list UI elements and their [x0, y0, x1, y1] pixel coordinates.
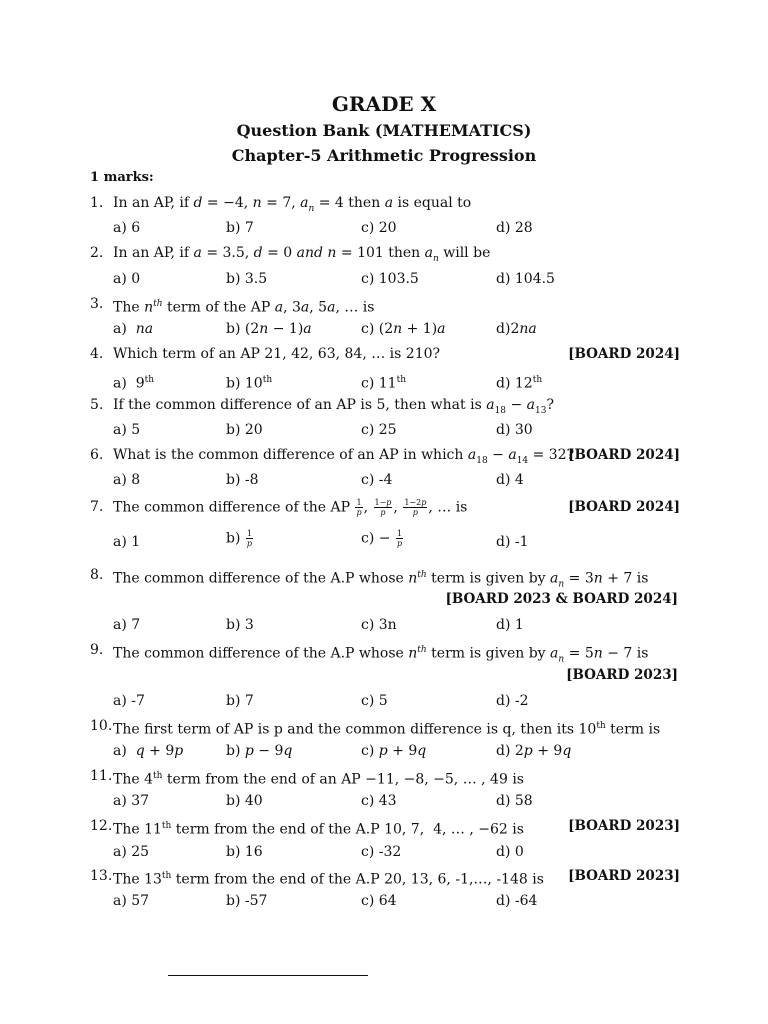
option-c: c) 64 — [361, 893, 397, 909]
section-heading: 1 marks: — [90, 170, 154, 185]
option-b: b) 40 — [226, 793, 263, 809]
chapter-title: Chapter-5 Arithmetic Progression — [231, 146, 537, 165]
question-number: 13. — [90, 868, 113, 884]
option-c: c) 25 — [361, 422, 397, 438]
fraction: $\frac{1-p}{p}$ — [374, 498, 392, 517]
option-a: a) 37 — [113, 793, 150, 809]
option-a: a) 8 — [113, 472, 141, 488]
option-c: c) 103.5 — [361, 271, 419, 287]
board-tag: [BOARD 2023] — [568, 868, 680, 884]
footnote-divider — [168, 975, 368, 976]
option-a: a) 1 — [113, 534, 141, 550]
question-text: If the common difference of an AP is 5, then what is $a_{18} - a_{13}$? — [113, 397, 554, 416]
option-b: b) 7 — [226, 220, 254, 236]
question-text: The 11th term from the end of the A.P 10, 7, 4, … , −62 is — [113, 821, 524, 838]
option-b: b) 3.5 — [226, 271, 268, 287]
board-tag: [BOARD 2024] — [568, 447, 680, 463]
question-number: 1. — [90, 195, 104, 211]
board-tag: [BOARD 2023] — [568, 818, 680, 834]
option-a: a) 7 — [113, 617, 141, 633]
option-a: a) na — [113, 321, 154, 337]
fraction: $\frac{1}{p}$ — [246, 529, 253, 548]
question-number: 12. — [90, 818, 113, 834]
question-text: Which term of an AP 21, 42, 63, 84, … is 210? — [113, 346, 441, 362]
option-c: c) − $\frac{1}{p}$ — [361, 529, 403, 548]
board-tag: [BOARD 2024] — [568, 346, 680, 362]
option-d: d) 104.5 — [496, 271, 555, 287]
option-a: a) -7 — [113, 693, 145, 709]
option-b: b) p − 9q — [226, 743, 293, 759]
question-text: In an AP, if a = 3.5, d = 0 and n = 101 then $a_n$ will be — [113, 245, 491, 264]
option-d: d) 1 — [496, 617, 524, 633]
question-text: The first term of AP is p and the common difference is q, then its 10th term is — [113, 721, 661, 738]
option-a: a) q + 9p — [113, 743, 184, 759]
question-text: The $n^{th}$ term of the AP a, 3a, 5a, … is — [113, 299, 375, 316]
fraction: $\frac{1}{p}$ — [396, 529, 403, 548]
question-number: 9. — [90, 642, 104, 658]
option-a: a) 0 — [113, 271, 141, 287]
option-b: b) 10th — [226, 375, 273, 392]
option-d: d) 0 — [496, 844, 524, 860]
board-tag: [BOARD 2023 & BOARD 2024] — [445, 591, 678, 607]
board-tag: [BOARD 2024] — [568, 499, 680, 515]
question-number: 3. — [90, 296, 104, 312]
option-c: c) 11th — [361, 375, 406, 392]
question-text: The 4th term from the end of an AP −11, −8, −5, … , 49 is — [113, 771, 524, 788]
option-a: a) 25 — [113, 844, 150, 860]
question-text: The common difference of the AP $\frac{1}{p}$ , $\frac{1-p}{p}$ , $\frac{1-2p}{p}$ , … is — [113, 498, 468, 517]
option-d: d) 2p + 9q — [496, 743, 572, 759]
question-number: 10. — [90, 718, 113, 734]
subject-title: Question Bank (MATHEMATICS) — [236, 121, 532, 140]
option-c: c) 5 — [361, 693, 388, 709]
question-text: The common difference of the A.P whose $n^{th}$ term is given by $a_n = 3n + 7$ is — [113, 570, 649, 590]
option-d: d) -64 — [496, 893, 538, 909]
option-b: b) 20 — [226, 422, 263, 438]
option-a: a) 9th — [113, 375, 155, 392]
option-d: d) 30 — [496, 422, 533, 438]
option-b: b) -57 — [226, 893, 268, 909]
fraction: $\frac{1}{p}$ — [356, 498, 362, 517]
option-b: b) $\frac{1}{p}$ — [226, 529, 253, 548]
option-d: d) 28 — [496, 220, 533, 236]
option-c: c) 20 — [361, 220, 397, 236]
option-c: c) 43 — [361, 793, 397, 809]
option-c: c) 3n — [361, 617, 397, 633]
grade-title: GRADE X — [331, 92, 437, 116]
question-number: 7. — [90, 499, 104, 515]
question-text: What is the common difference of an AP in which $a_{18} - a_{14} = 32$? — [113, 447, 575, 466]
question-text: The common difference of the A.P whose $n^{th}$ term is given by $a_n = 5n - 7$ is — [113, 645, 649, 665]
option-b: b) 3 — [226, 617, 254, 633]
option-d: d) -1 — [496, 534, 529, 550]
option-c: c) -32 — [361, 844, 402, 860]
question-text: In an AP, if d = −4, n = 7, $a_n = 4$ then a is equal to — [113, 195, 472, 214]
fraction: $\frac{1-2p}{p}$ — [404, 498, 427, 517]
question-number: 6. — [90, 447, 104, 463]
option-c: c) -4 — [361, 472, 393, 488]
question-number: 11. — [90, 768, 113, 784]
question-text: The 13th term from the end of the A.P 20, 13, 6, -1,…, -148 is — [113, 871, 544, 888]
option-d: d) 4 — [496, 472, 524, 488]
option-b: b) 7 — [226, 693, 254, 709]
board-tag: [BOARD 2023] — [566, 667, 678, 683]
option-d: d) 12th — [496, 375, 543, 392]
option-a: a) 57 — [113, 893, 150, 909]
question-number: 5. — [90, 397, 104, 413]
question-number: 2. — [90, 245, 104, 261]
question-number: 8. — [90, 567, 104, 583]
option-a: a) 5 — [113, 422, 141, 438]
option-a: a) 6 — [113, 220, 141, 236]
option-d: d) 58 — [496, 793, 533, 809]
question-number: 4. — [90, 346, 104, 362]
option-c: c) p + 9q — [361, 743, 427, 759]
option-d: d)2na — [496, 321, 537, 337]
option-d: d) -2 — [496, 693, 529, 709]
option-b: b) -8 — [226, 472, 259, 488]
option-c: c) (2n + 1)a — [361, 321, 446, 337]
option-b: b) 16 — [226, 844, 263, 860]
option-b: b) (2n − 1)a — [226, 321, 312, 337]
